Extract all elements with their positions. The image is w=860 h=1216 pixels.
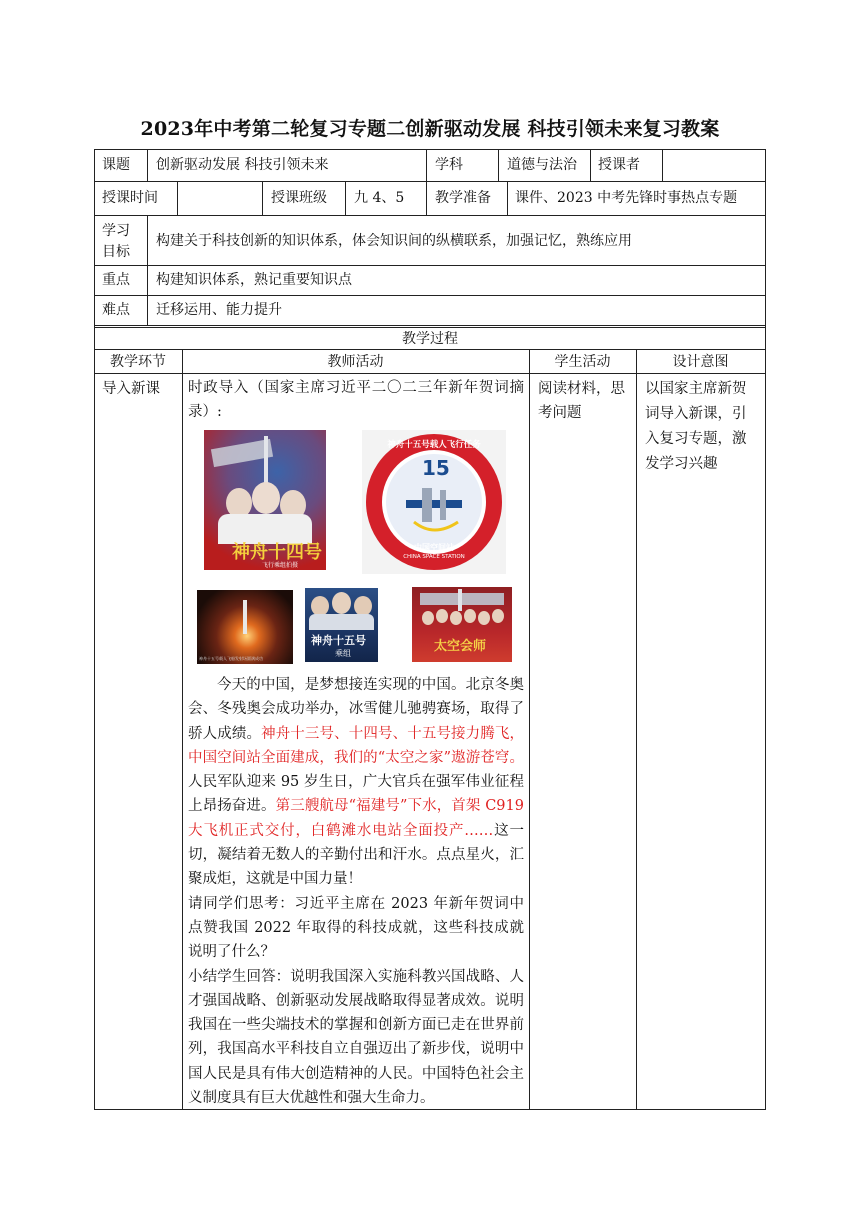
- teacher-label: 授课者: [598, 157, 640, 173]
- shenzhou14-poster: [204, 430, 326, 570]
- key-label: 重点: [102, 272, 130, 288]
- class-label: 授课班级: [271, 190, 327, 206]
- subject-value: 道德与法治: [507, 157, 577, 173]
- passage-highlight-2: 第三艘航母“福建号”下水，首架 C919 大飞机正式交付，白鹤滩水电站全面投产……: [188, 798, 524, 839]
- passage-highlight-1: 神舟十三号、十四号、十五号接力腾飞，中国空间站全面建成，我们的“太空之家”遨游苍穹。: [188, 725, 525, 766]
- passage-text-a: 今天的中国，是梦想接连实现的中国。北京冬奥会、冬残奥会成功举办，冰雪健儿驰骋赛场，取得了骄人成绩。: [188, 677, 524, 742]
- badge-cn-text: 中国空间站: [414, 543, 454, 552]
- page-title: 2023年中考第二轮复习专题二创新驱动发展 科技引领未来复习教案: [140, 118, 720, 140]
- space-meeting-poster: [412, 587, 512, 662]
- key-value: 构建知识体系，熟记重要知识点: [156, 272, 352, 288]
- intro-text: 时政导入（国家主席习近平二〇二三年新年贺词摘录）:: [188, 380, 524, 421]
- passage-text-c: 这一切，凝结着无数人的辛勤付出和汗水。点点星火，汇聚成炬，这就是中国力量！: [188, 822, 525, 888]
- process-header: 教学过程: [402, 331, 458, 347]
- design-intent: 以国家主席新贺词导入新课，引入复习专题，激发学习兴趣: [645, 381, 747, 472]
- goal-label-2: 目标: [102, 244, 130, 260]
- time-label: 授课时间: [102, 190, 158, 206]
- prep-label: 教学准备: [435, 190, 491, 206]
- class-value: 九 4、5: [354, 190, 405, 206]
- col-intent-header: 设计意图: [672, 354, 729, 370]
- prep-value: 课件、2023 中考先锋时事热点专题: [515, 190, 738, 206]
- shenzhou15-mission-badge: [362, 430, 506, 574]
- rocket-launch-photo: [197, 590, 293, 664]
- difficulty-label: 难点: [102, 302, 130, 318]
- poster1-sub: 飞行乘组拍摄: [262, 562, 299, 569]
- passage-paragraph: [188, 673, 524, 892]
- topic-value: 创新驱动发展 科技引领未来: [156, 157, 329, 173]
- subject-label: 学科: [435, 157, 463, 173]
- new-year-passage: [188, 673, 524, 1110]
- badge-en-text: CHINA SPACE STATION: [403, 554, 465, 560]
- goal-value: 构建关于科技创新的知识体系，体会知识间的纵横联系，加强记忆，熟练应用: [156, 233, 632, 249]
- badge-number: 15: [422, 456, 450, 480]
- passage-text-b: 人民军队迎来 95 岁生日，广大官兵在强军伟业征程上昂扬奋进。: [188, 774, 524, 815]
- rocket-caption: 神舟十五号载人飞船发射场圆满成功: [199, 656, 263, 661]
- difficulty-value: 迁移运用、能力提升: [156, 302, 282, 318]
- stage-label: 导入新课: [102, 381, 160, 397]
- col-student-header: 学生活动: [554, 354, 611, 370]
- poster3-title: 太空会师: [434, 639, 487, 654]
- badge-ring-text: 神舟十五号载人飞行任务: [387, 440, 481, 450]
- discussion-question: 请同学们思考：习近平主席在 2023 年新年贺词中点赞我国 2022 年取得的科技成就，这些科技成就说明了什么？: [188, 895, 524, 961]
- topic-label: 课题: [102, 157, 130, 173]
- answer-summary: 小结学生回答：说明我国深入实施科教兴国战略、人才强国战略、创新驱动发展战略取得显著成效。说明我国在一些尖端技术的掌握和创新方面已走在世界前列，我国高水平科技自立自强迈出了新步伐，说明中国人民是具有伟大创造精神的人民。中国特色社会主义制度具有巨大优越性和强大生命力。: [188, 968, 524, 1107]
- poster1-title: 神舟十四号: [232, 542, 322, 563]
- goal-label-1: 学习: [102, 223, 130, 239]
- col-teacher-header: 教师活动: [327, 354, 384, 370]
- poster2-sub: 乘组: [335, 649, 351, 658]
- col-stage-header: 教学环节: [110, 354, 166, 370]
- poster2-title: 神舟十五号: [311, 634, 366, 647]
- shenzhou15-crew-poster: [305, 588, 378, 662]
- student-activity: 阅读材料，思考问题: [538, 381, 625, 421]
